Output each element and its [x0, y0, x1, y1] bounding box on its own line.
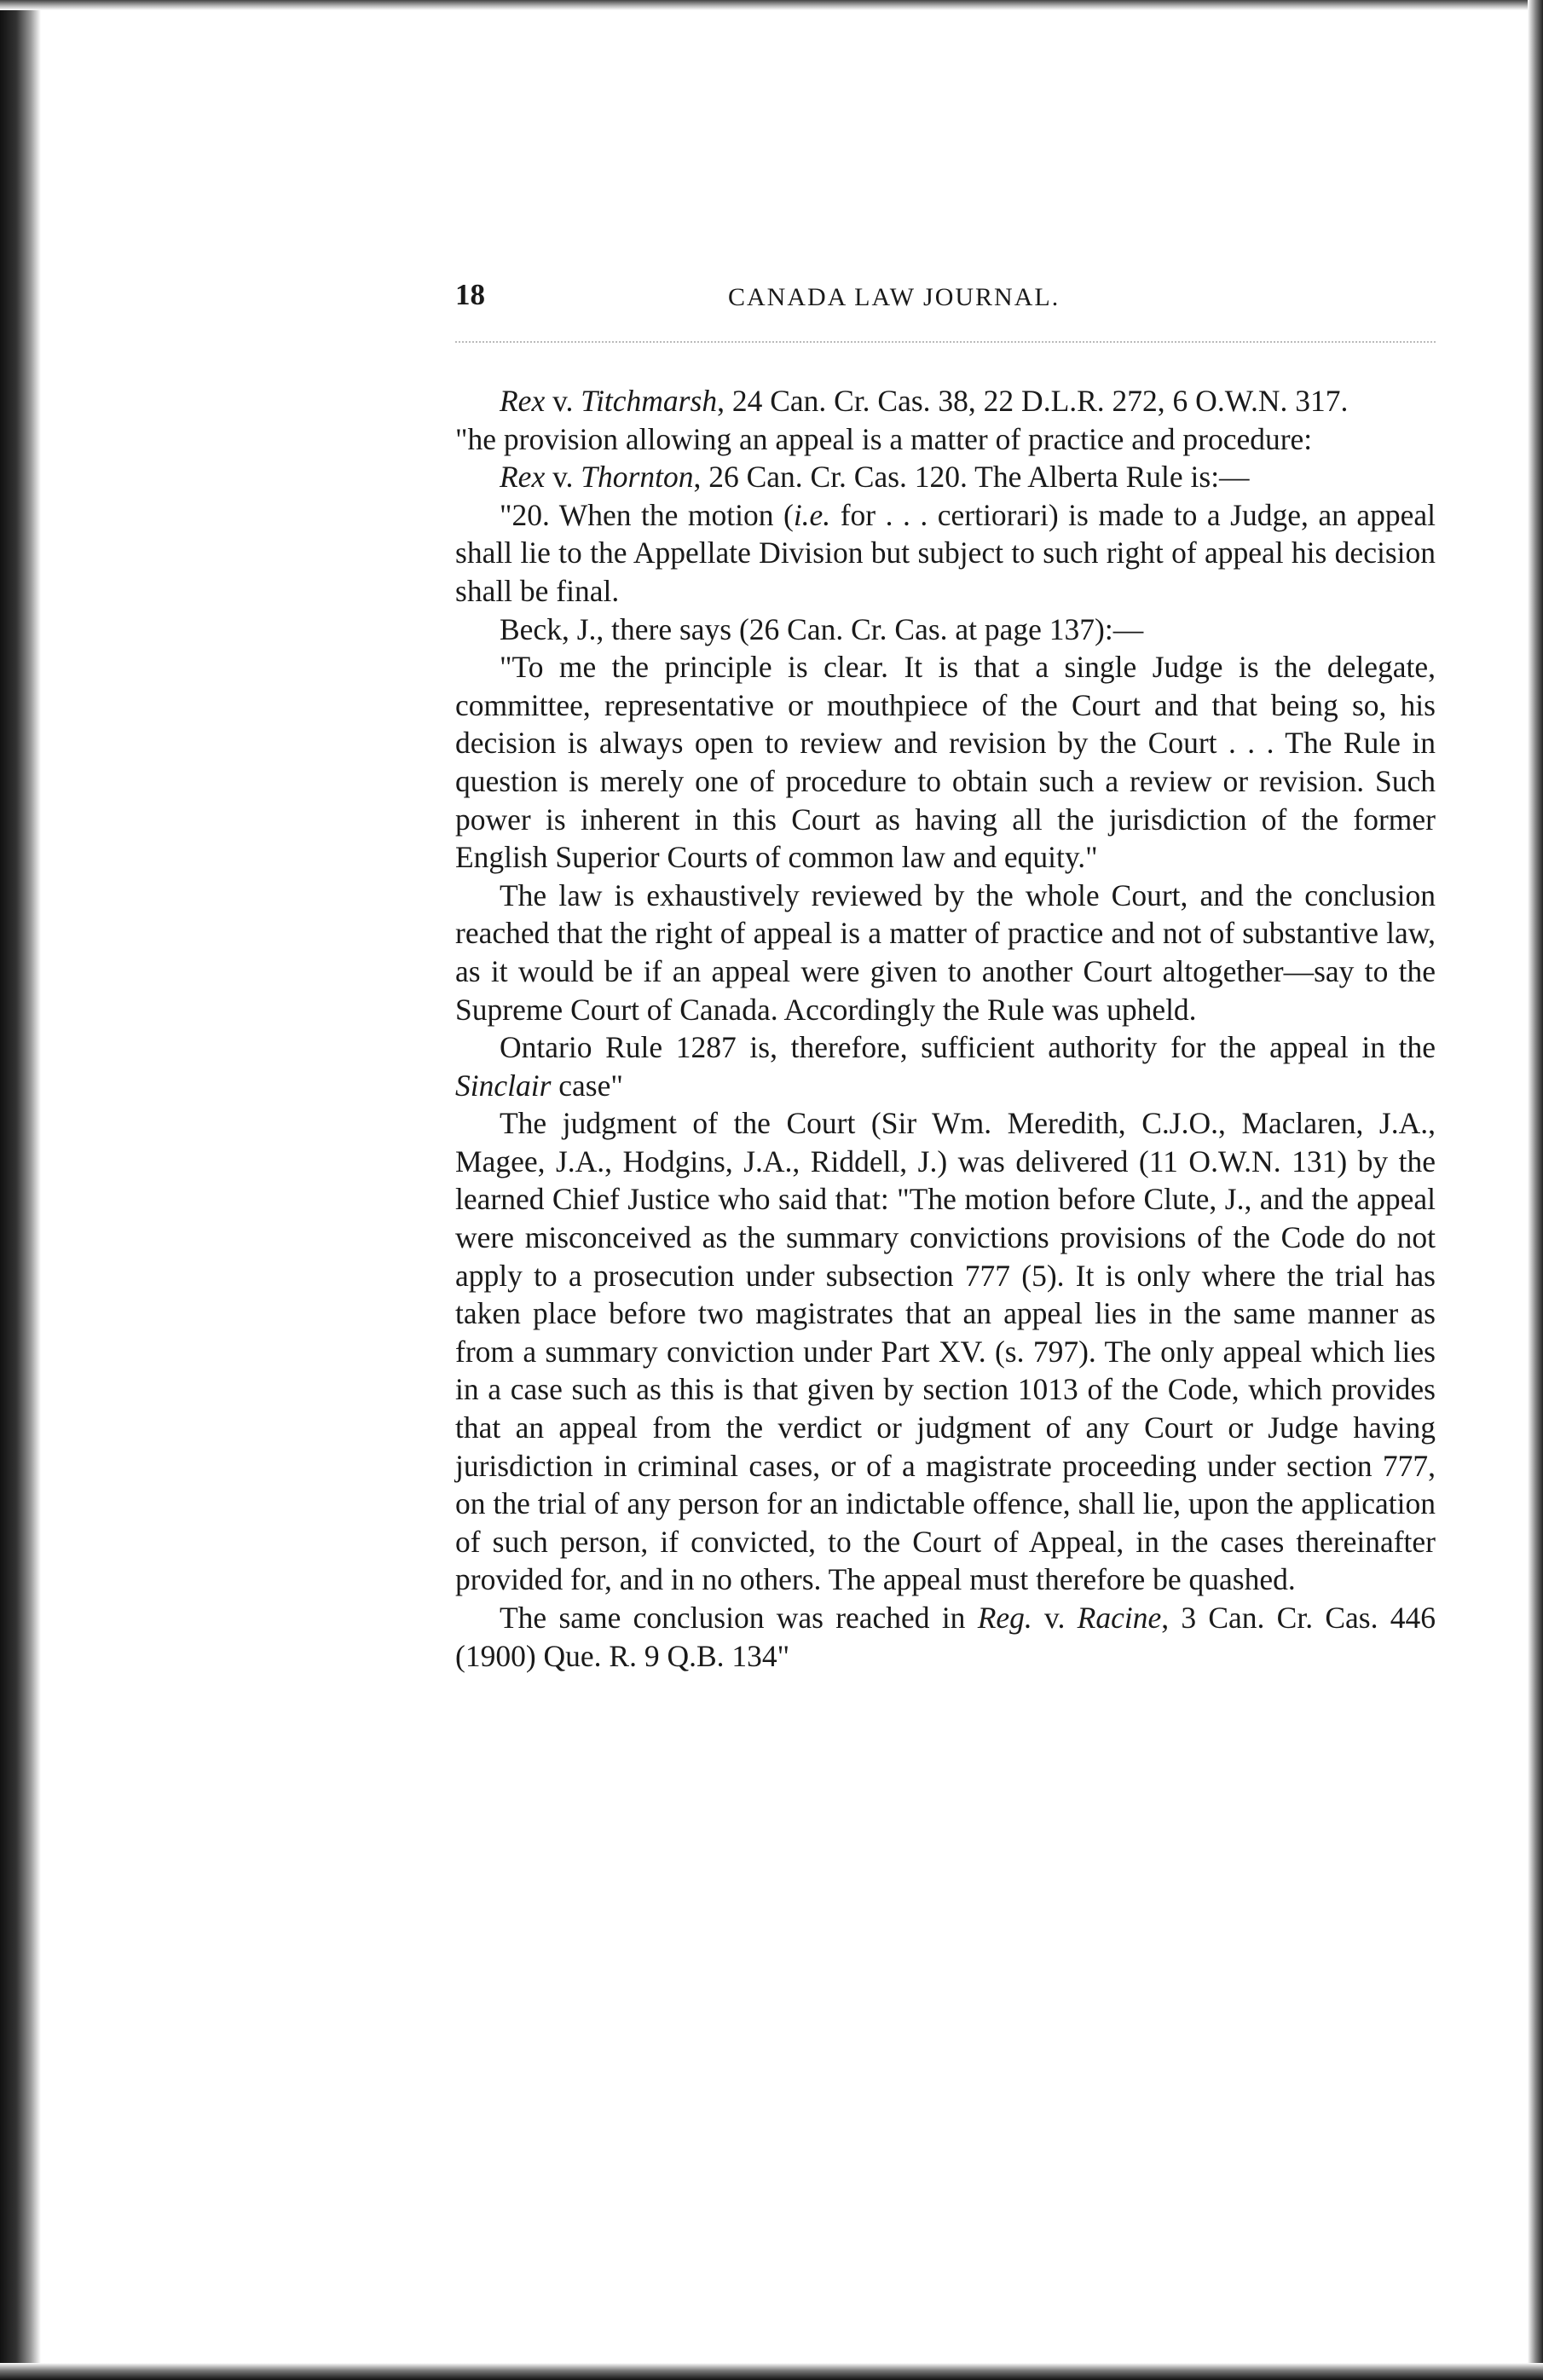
versus: v.	[545, 460, 581, 495]
journal-title: CANADA LAW JOURNAL.	[728, 283, 1060, 311]
scan-right-edge	[1528, 0, 1543, 2380]
page-number: 18	[455, 278, 485, 311]
case-party: Rex	[500, 384, 546, 418]
paragraph-conclusion: The same conclusion was reached in Reg. v. Racine, 3 Can. Cr. Cas. 446 (1900) Que. R. 9 Q.B. 134"	[455, 1601, 1436, 1673]
paragraph-provision: "he provision allowing an appeal is a matter of practice and procedure:	[455, 421, 1313, 456]
article-body	[455, 382, 1436, 1675]
citation-thornton	[455, 458, 1436, 496]
abbrev-ie: i.e.	[793, 497, 831, 532]
beck-quote: "To me the principle is clear. It is that a single Judge is the delegate, committee, representative or mouthpiece of the Court and that being so, his decision is always open to review and revision by the Court . . . The Rule in question is merely one of procedure to obtain such a review or revision. Such power is inherent in this Court as having all the jurisdiction of the former English Superior Courts of common law and equity."	[455, 650, 1436, 875]
versus: v.	[1032, 1601, 1078, 1635]
paragraph-ontario-rule: Ontario Rule 1287 is, therefore, sufficient authority for the appeal in the Sinclair case"	[455, 1030, 1436, 1103]
scan-left-edge	[0, 0, 41, 2380]
versus: v.	[545, 384, 581, 418]
scan-bottom-edge	[0, 2363, 1543, 2380]
scan-top-edge	[0, 0, 1543, 10]
citation-titchmarsh	[455, 382, 1436, 420]
case-party: Reg.	[977, 1601, 1032, 1635]
running-header	[455, 273, 1436, 343]
case-name: Thornton	[581, 460, 694, 495]
case-name: Titchmarsh	[581, 384, 718, 418]
case-name: Sinclair	[455, 1068, 552, 1103]
citation-text: , 26 Can. Cr. Cas. 120. The Alberta Rule is:—	[693, 460, 1250, 495]
case-party: Rex	[500, 460, 546, 495]
paragraph-beck: Beck, J., there says (26 Can. Cr. Cas. at page 137):—	[500, 611, 1144, 646]
journal-page	[455, 273, 1436, 1675]
paragraph-review: The law is exhaustively reviewed by the whole Court, and the conclusion reached that the right of appeal is a matter of practice and not of substantive law, as it would be if an appeal were given to another Court altogether—say to the Supreme Court of Canada. Accordingly the Rule was upheld.	[455, 877, 1436, 1027]
citation-text: , 24 Can. Cr. Cas. 38, 22 D.L.R. 272, 6 O.W.N. 317.	[717, 384, 1349, 418]
alberta-rule-quote: "20. When the motion (i.e. for . . . certiorari) is made to a Judge, an appeal shall lie to the Appellate Division but subject to such right of appeal his decision shall be final.	[455, 497, 1436, 608]
case-name: Racine	[1077, 1601, 1162, 1635]
paragraph-judgment: The judgment of the Court (Sir Wm. Meredith, C.J.O., Maclaren, J.A., Magee, J.A., Hodgins, J.A., Riddell, J.) was delivered (11 O.W.N. 131) by the learned Chief Justice who said that: "The motion before Clute, J., and the appeal were misconceived as the summary convictions provisions of the Code do not apply to a prosecution under subsection 777 (5). It is only where the trial has taken place before two magistrates that an appeal lies in the same manner as from a summary conviction under Part XV. (s. 797). The only appeal which lies in a case such as this is that given by section 1013 of the Code, which provides that an appeal from the verdict or judgment of any Court or Judge having jurisdiction in criminal cases, or of a magistrate proceeding under section 777, on the trial of any person for an indictable offence, shall lie, upon the application of such person, if convicted, to the Court of Appeal, in the cases thereinafter provided for, and in no others. The appeal must therefore be quashed.	[455, 1106, 1436, 1597]
